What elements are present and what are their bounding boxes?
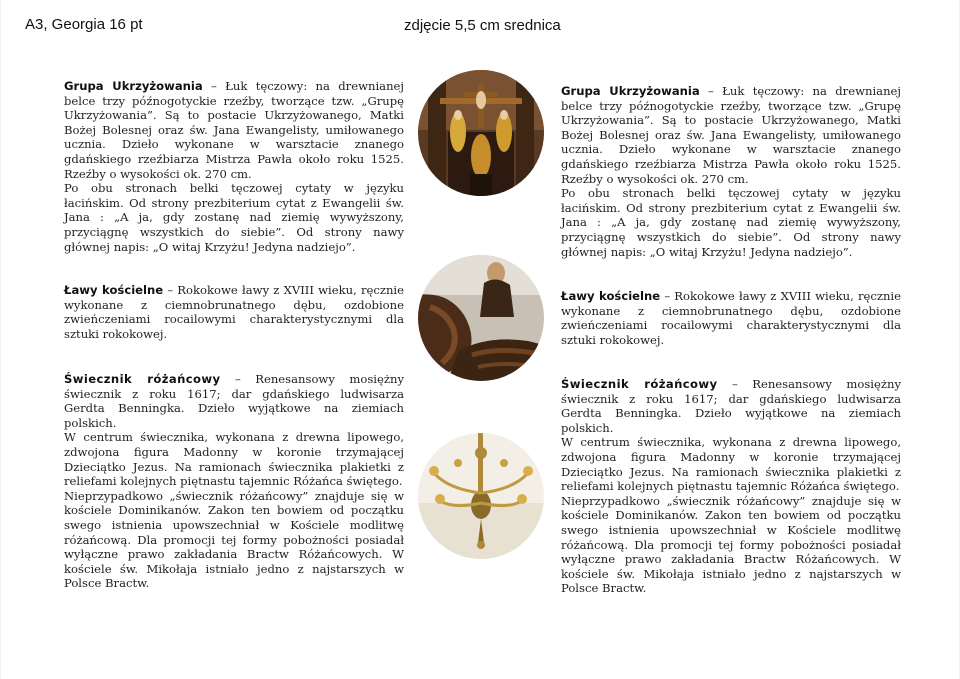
grupa-body-2: Po obu stronach belki tęczowej cytaty w języku łacińskim. Od strony prezbiterium cytat z Ewangelii św. Jana : „A ja, gdy zostanę nad ziemię wywyższony, przyciągnę wszystkich do siebie”. Od strony nawy głównej napis: „O witaj Krzyżu! Jedyna nadziejo”. [64, 181, 404, 254]
grupa-body-2-right: Po obu stronach belki tęczowej cytaty w języku łacińskim. Od strony prezbiterium cytat z Ewangelii św. Jana : „A ja, gdy zostanę nad ziemię wywyższony, przyciągnę wszystkich do siebie”. Od strony nawy głównej napis: „O witaj Krzyżu! Jedyna nadziejo”. [561, 186, 901, 259]
lawy-text-left [64, 283, 404, 341]
chandelier-photo [418, 433, 544, 559]
photo-size-note: zdjęcie 5,5 cm srednica [404, 17, 561, 34]
lawy-title: Ławy kościelne [64, 283, 164, 297]
pews-photo [418, 255, 544, 381]
page [1, 0, 959, 679]
swiecznik-body-3-right: Nieprzypadkowo „świecznik różańcowy” znajduje się w kościele Dominikanów. Zakon ten bowiem od początku swego istnienia upowszechniał w Kościele modlitwę różańcową. Dla promocji tej formy pobożności posiadał wyłączne prawo zakładania Bractw Różańcowych. W kościele św. Mikołaja istniało jedno z najstarszych w Polsce Bractw. [561, 493, 901, 596]
grupa-body-right: – Łuk tęczowy: na drewnianej belce trzy późnogotyckie rzeźby, tworzące tzw. „Grupę Ukrzyżowania”. Są to postacie Ukrzyżowanego, Matki Bożej Bolesnej oraz św. Jana Ewangelisty, umiłowanego ucznia. Dzieło wykonane w warsztacie znanego gdańskiego rzeźbiarza Mistrza Pawła około roku 1525. Rzeźby o wysokości ok. 270 cm. [561, 84, 902, 186]
swiecznik-title-right: Świecznik różańcowy [561, 377, 718, 391]
swiecznik-body-right: – Renesansowy mosiężny świecznik z roku 1617; dar gdańskiego ludwisarza Gerdta Benningka. Dzieło wyjątkowe na ziemiach polskich. [561, 377, 901, 435]
swiecznik-text-right [561, 377, 901, 596]
swiecznik-body-3: Nieprzypadkowo „świecznik różańcowy” znajduje się w kościele Dominikanów. Zakon ten bowiem od początku swego istnienia upowszechniał w Kościele modlitwę różańcową. Dla promocji tej formy pobożności posiadał wyłączne prawo zakładania Bractw Różańcowych. W kościele św. Mikołaja istniało jedno z najstarszych w Polsce Bractw. [64, 488, 404, 591]
swiecznik-body-2: W centrum świecznika, wykonana z drewna lipowego, zdwojona figura Madonny w koronie trzymającej Dzieciątko Jezus. Na ramionach świecznika plakietki z reliefami kolejnych piętnastu tajemnic Różańca świętego. [64, 430, 404, 489]
grupa-text-left [64, 79, 404, 254]
lawy-text-right [561, 289, 901, 347]
grupa-title-right: Grupa Ukrzyżowania [561, 84, 700, 98]
swiecznik-body-2-right: W centrum świecznika, wykonana z drewna lipowego, zdwojona figura Madonny w koronie trzymającej Dzieciątko Jezus. Na ramionach świecznika plakietki z reliefami kolejnych piętnastu tajemnic Różańca świętego. [561, 435, 901, 494]
lawy-body-right: – Rokokowe ławy z XVIII wieku, ręcznie wykonane z ciemnobrunatnego dębu, ozdobione zwieńczeniami rocailowymi charakterystycznymi dla sztuki rokokowej. [561, 289, 902, 347]
lawy-body: – Rokokowe ławy z XVIII wieku, ręcznie wykonane z ciemnobrunatnego dębu, ozdobione zwieńczeniami rocailowymi charakterystycznymi dla sztuki rokokowej. [64, 283, 405, 341]
grupa-body: – Łuk tęczowy: na drewnianej belce trzy późnogotyckie rzeźby, tworzące tzw. „Grupę Ukrzyżowania”. Są to postacie Ukrzyżowanego, Matki Bożej Bolesnej oraz św. Jana Ewangelisty, umiłowanego ucznia. Dzieło wykonane w warsztacie znanego gdańskiego rzeźbiarza Mistrza Pawła około roku 1525. Rzeźby o wysokości ok. 270 cm. [64, 79, 405, 181]
swiecznik-body: – Renesansowy mosiężny świecznik z roku 1617; dar gdańskiego ludwisarza Gerdta Benningka. Dzieło wyjątkowe na ziemiach polskich. [64, 372, 404, 430]
swiecznik-text-left [64, 372, 404, 591]
lawy-title-right: Ławy kościelne [561, 289, 661, 303]
grupa-text-right [561, 84, 901, 259]
crucifixion-photo [418, 70, 544, 196]
swiecznik-title: Świecznik różańcowy [64, 372, 221, 386]
grupa-title: Grupa Ukrzyżowania [64, 79, 203, 93]
format-note: A3, Georgia 16 pt [25, 16, 143, 33]
